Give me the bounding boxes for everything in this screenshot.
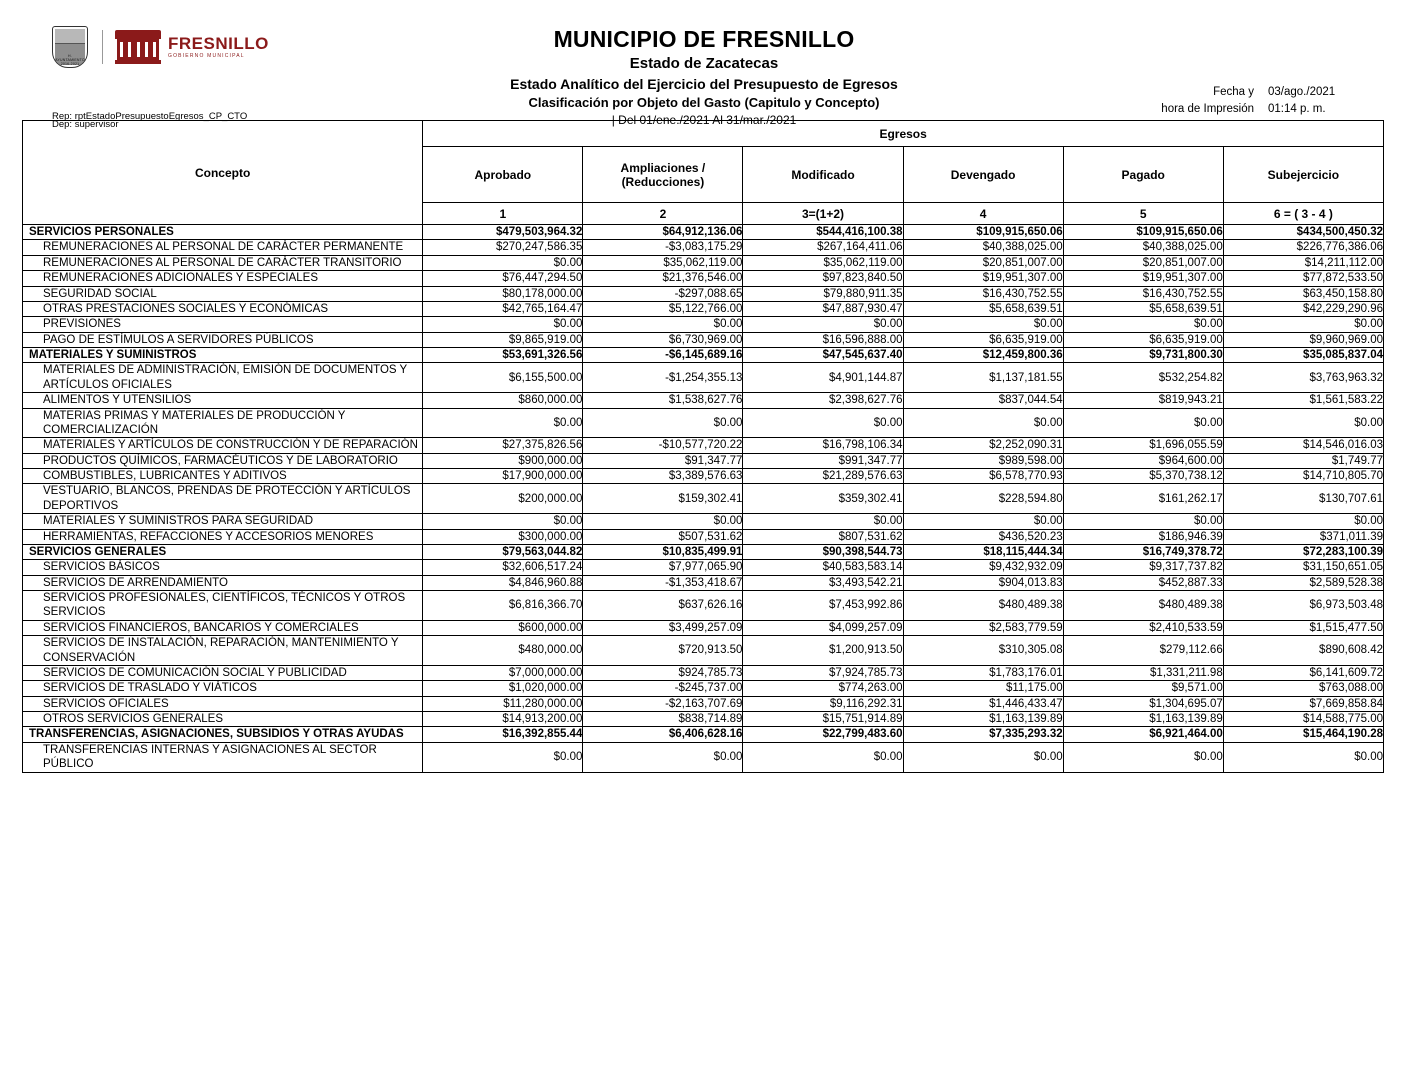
row-amount-col-6: $130,707.61 (1223, 484, 1383, 514)
row-concept-label: REMUNERACIONES AL PERSONAL DE CARÁCTER PERMANENTE (23, 240, 423, 255)
wordmark-sub: GOBIERNO MUNICIPAL (168, 53, 245, 59)
table-row (23, 317, 1384, 332)
row-amount-col-3: $2,398,627.76 (743, 393, 903, 408)
row-amount-col-2: $507,531.62 (583, 529, 743, 544)
table-row (23, 529, 1384, 544)
row-amount-col-6: $434,500,450.32 (1223, 225, 1383, 240)
row-amount-col-3: $40,583,583.14 (743, 560, 903, 575)
row-amount-col-5: $0.00 (1063, 514, 1223, 529)
row-concept-label: OTRAS PRESTACIONES SOCIALES Y ECONÓMICAS (23, 301, 423, 316)
row-amount-col-6: $15,464,190.28 (1223, 727, 1383, 742)
row-amount-col-4: $19,951,307.00 (903, 271, 1063, 286)
table-row (23, 363, 1384, 393)
row-amount-col-4: $1,137,181.55 (903, 363, 1063, 393)
row-amount-col-1: $79,563,044.82 (423, 544, 583, 559)
row-concept-label: MATERIALES Y ARTÍCULOS DE CONSTRUCCIÓN Y DE REPARACIÓN (23, 438, 423, 453)
table-row (23, 484, 1384, 514)
row-amount-col-4: $11,175.00 (903, 681, 1063, 696)
row-amount-col-2: $1,538,627.76 (583, 393, 743, 408)
row-amount-col-4: $904,013.83 (903, 575, 1063, 590)
table-row (23, 742, 1384, 772)
table-row (23, 514, 1384, 529)
row-amount-col-1: $6,816,366.70 (423, 591, 583, 621)
row-amount-col-5: $9,317,737.82 (1063, 560, 1223, 575)
row-amount-col-1: $16,392,855.44 (423, 727, 583, 742)
row-amount-col-3: $1,200,913.50 (743, 636, 903, 666)
row-amount-col-6: $1,749.77 (1223, 453, 1383, 468)
row-concept-label: SERVICIOS FINANCIEROS, BANCARIOS Y COMERCIALES (23, 620, 423, 635)
row-amount-col-4: $16,430,752.55 (903, 286, 1063, 301)
row-amount-col-5: $20,851,007.00 (1063, 255, 1223, 270)
table-row (23, 240, 1384, 255)
row-amount-col-4: $0.00 (903, 742, 1063, 772)
table-row (23, 636, 1384, 666)
row-amount-col-1: $42,765,164.47 (423, 301, 583, 316)
row-amount-col-3: $97,823,840.50 (743, 271, 903, 286)
table-row (23, 591, 1384, 621)
row-amount-col-2: $64,912,136.06 (583, 225, 743, 240)
row-amount-col-1: $270,247,586.35 (423, 240, 583, 255)
row-amount-col-6: $763,088.00 (1223, 681, 1383, 696)
classification-subtitle: Clasificación por Objeto del Gasto (Capitulo y Concepto) (528, 95, 880, 110)
row-amount-col-3: $16,596,888.00 (743, 332, 903, 347)
row-amount-col-5: $186,946.39 (1063, 529, 1223, 544)
column-header-pagado: Pagado (1063, 147, 1223, 203)
column-header-modificado: Modificado (743, 147, 903, 203)
municipal-shield-icon (52, 26, 88, 68)
row-amount-col-4: $0.00 (903, 317, 1063, 332)
row-amount-col-2: $5,122,766.00 (583, 301, 743, 316)
row-amount-col-2: -$3,083,175.29 (583, 240, 743, 255)
row-amount-col-1: $600,000.00 (423, 620, 583, 635)
row-amount-col-2: $720,913.50 (583, 636, 743, 666)
row-amount-col-5: $16,430,752.55 (1063, 286, 1223, 301)
row-amount-col-5: $0.00 (1063, 317, 1223, 332)
row-concept-label: SERVICIOS DE COMUNICACIÓN SOCIAL Y PUBLICIDAD (23, 665, 423, 680)
state-name: Estado de Zacatecas (629, 55, 779, 72)
row-amount-col-6: $226,776,386.06 (1223, 240, 1383, 255)
row-amount-col-6: $14,588,775.00 (1223, 712, 1383, 727)
date-value: 03/ago./2021 (1268, 86, 1336, 98)
row-amount-col-3: $7,453,992.86 (743, 591, 903, 621)
row-amount-col-2: $21,376,546.00 (583, 271, 743, 286)
report-code: Rep: rptEstadoPresupuestoEgresos_CP_CTO (52, 111, 248, 122)
row-amount-col-2: $838,714.89 (583, 712, 743, 727)
row-amount-col-1: $11,280,000.00 (423, 696, 583, 711)
budget-table (22, 120, 1384, 773)
row-amount-col-3: $79,880,911.35 (743, 286, 903, 301)
row-amount-col-6: $9,960,969.00 (1223, 332, 1383, 347)
row-amount-col-3: $0.00 (743, 742, 903, 772)
row-amount-col-4: $837,044.54 (903, 393, 1063, 408)
row-amount-col-4: $0.00 (903, 408, 1063, 438)
row-amount-col-6: $77,872,533.50 (1223, 271, 1383, 286)
column-number-6: 6 = ( 3 - 4 ) (1223, 203, 1383, 225)
row-amount-col-3: $16,798,106.34 (743, 438, 903, 453)
report-department: Dep: supervisor (52, 118, 119, 130)
row-amount-col-1: $480,000.00 (423, 636, 583, 666)
row-amount-col-4: $7,335,293.32 (903, 727, 1063, 742)
row-concept-label: COMBUSTIBLES, LUBRICANTES Y ADITIVOS (23, 469, 423, 484)
table-row (23, 575, 1384, 590)
row-amount-col-2: $0.00 (583, 408, 743, 438)
row-amount-col-4: $6,578,770.93 (903, 469, 1063, 484)
row-amount-col-3: $9,116,292.31 (743, 696, 903, 711)
logo-group (52, 26, 269, 68)
row-amount-col-5: $5,370,738.12 (1063, 469, 1223, 484)
row-amount-col-1: $0.00 (423, 742, 583, 772)
column-header-aprobado: Aprobado (423, 147, 583, 203)
table-row (23, 225, 1384, 240)
row-amount-col-5: $2,410,533.59 (1063, 620, 1223, 635)
row-amount-col-4: $1,163,139.89 (903, 712, 1063, 727)
column-header-ampliaciones: Ampliaciones / (Reducciones) (583, 147, 743, 203)
row-concept-label: TRANSFERENCIAS INTERNAS Y ASIGNACIONES AL SECTOR PÚBLICO (23, 742, 423, 772)
table-row (23, 438, 1384, 453)
row-amount-col-5: $9,571.00 (1063, 681, 1223, 696)
table-row (23, 348, 1384, 363)
column-number-1: 1 (423, 203, 583, 225)
row-amount-col-1: $479,503,964.32 (423, 225, 583, 240)
row-amount-col-4: $18,115,444.34 (903, 544, 1063, 559)
row-amount-col-3: $7,924,785.73 (743, 665, 903, 680)
row-amount-col-1: $1,020,000.00 (423, 681, 583, 696)
row-group-label: MATERIALES Y SUMINISTROS (23, 348, 423, 363)
row-amount-col-4: $12,459,800.36 (903, 348, 1063, 363)
row-amount-col-5: $9,731,800.30 (1063, 348, 1223, 363)
table-row (23, 332, 1384, 347)
column-number-4: 4 (903, 203, 1063, 225)
row-amount-col-2: $0.00 (583, 742, 743, 772)
row-amount-col-4: $0.00 (903, 514, 1063, 529)
row-amount-col-6: $0.00 (1223, 742, 1383, 772)
row-concept-label: SERVICIOS PROFESIONALES, CIENTÍFICOS, TÉCNICOS Y OTROS SERVICIOS (23, 591, 423, 621)
row-concept-label: MATERIALES DE ADMINISTRACIÓN, EMISIÓN DE DOCUMENTOS Y ARTÍCULOS OFICIALES (23, 363, 423, 393)
row-concept-label: PRODUCTOS QUÍMICOS, FARMACÉUTICOS Y DE LABORATORIO (23, 453, 423, 468)
row-amount-col-4: $6,635,919.00 (903, 332, 1063, 347)
row-concept-label: REMUNERACIONES AL PERSONAL DE CARÁCTER TRANSITORIO (23, 255, 423, 270)
table-row (23, 408, 1384, 438)
row-amount-col-5: $532,254.82 (1063, 363, 1223, 393)
row-amount-col-1: $14,913,200.00 (423, 712, 583, 727)
row-amount-col-4: $9,432,932.09 (903, 560, 1063, 575)
column-header-subejercicio: Subejercicio (1223, 147, 1383, 203)
row-amount-col-5: $1,331,211.98 (1063, 665, 1223, 680)
row-amount-col-5: $1,304,695.07 (1063, 696, 1223, 711)
row-amount-col-2: $3,499,257.09 (583, 620, 743, 635)
row-amount-col-3: $0.00 (743, 408, 903, 438)
row-amount-col-3: $15,751,914.89 (743, 712, 903, 727)
table-row (23, 727, 1384, 742)
row-concept-label: SEGURIDAD SOCIAL (23, 286, 423, 301)
row-concept-label: ALIMENTOS Y UTENSILIOS (23, 393, 423, 408)
row-concept-label: VESTUARIO, BLANCOS, PRENDAS DE PROTECCIÓN Y ARTÍCULOS DEPORTIVOS (23, 484, 423, 514)
row-amount-col-6: $3,763,963.32 (1223, 363, 1383, 393)
row-amount-col-1: $80,178,000.00 (423, 286, 583, 301)
row-concept-label: MATERIALES Y SUMINISTROS PARA SEGURIDAD (23, 514, 423, 529)
row-amount-col-6: $14,546,016.03 (1223, 438, 1383, 453)
row-amount-col-5: $6,635,919.00 (1063, 332, 1223, 347)
row-amount-col-6: $42,229,290.96 (1223, 301, 1383, 316)
row-amount-col-6: $6,973,503.48 (1223, 591, 1383, 621)
row-amount-col-4: $310,305.08 (903, 636, 1063, 666)
table-row (23, 271, 1384, 286)
row-amount-col-1: $27,375,826.56 (423, 438, 583, 453)
shield-caption: H. AYUNTAMIENTO 2016-2021 (55, 54, 85, 66)
document-title: Estado Analítico del Ejercicio del Presupuesto de Egresos (510, 76, 898, 92)
row-amount-col-1: $200,000.00 (423, 484, 583, 514)
fresnillo-logo (102, 30, 269, 64)
row-amount-col-2: $159,302.41 (583, 484, 743, 514)
column-group-egresos: Egresos (423, 121, 1384, 147)
row-amount-col-5: $19,951,307.00 (1063, 271, 1223, 286)
row-amount-col-2: -$1,353,418.67 (583, 575, 743, 590)
row-concept-label: REMUNERACIONES ADICIONALES Y ESPECIALES (23, 271, 423, 286)
row-concept-label: HERRAMIENTAS, REFACCIONES Y ACCESORIOS MENORES (23, 529, 423, 544)
row-amount-col-4: $109,915,650.06 (903, 225, 1063, 240)
report-header (0, 0, 1408, 130)
table-row (23, 301, 1384, 316)
column-number-2: 2 (583, 203, 743, 225)
row-amount-col-2: $6,730,969.00 (583, 332, 743, 347)
table-row (23, 544, 1384, 559)
row-amount-col-1: $0.00 (423, 514, 583, 529)
row-amount-col-5: $40,388,025.00 (1063, 240, 1223, 255)
date-label: Fecha y (1213, 86, 1254, 98)
row-amount-col-1: $300,000.00 (423, 529, 583, 544)
row-amount-col-2: $10,835,499.91 (583, 544, 743, 559)
row-amount-col-1: $32,606,517.24 (423, 560, 583, 575)
row-concept-label: SERVICIOS DE TRASLADO Y VIÁTICOS (23, 681, 423, 696)
row-amount-col-2: $637,626.16 (583, 591, 743, 621)
row-amount-col-5: $161,262.17 (1063, 484, 1223, 514)
row-concept-label: SERVICIOS DE ARRENDAMIENTO (23, 575, 423, 590)
row-amount-col-1: $76,447,294.50 (423, 271, 583, 286)
row-amount-col-1: $860,000.00 (423, 393, 583, 408)
row-amount-col-6: $35,085,837.04 (1223, 348, 1383, 363)
table-body (23, 225, 1384, 773)
row-amount-col-6: $0.00 (1223, 514, 1383, 529)
row-amount-col-5: $5,658,639.51 (1063, 301, 1223, 316)
row-amount-col-3: $22,799,483.60 (743, 727, 903, 742)
row-amount-col-3: $90,398,544.73 (743, 544, 903, 559)
table-row (23, 681, 1384, 696)
table-row (23, 620, 1384, 635)
row-amount-col-4: $20,851,007.00 (903, 255, 1063, 270)
row-amount-col-4: $5,658,639.51 (903, 301, 1063, 316)
row-amount-col-3: $544,416,100.38 (743, 225, 903, 240)
row-amount-col-3: $47,887,930.47 (743, 301, 903, 316)
row-amount-col-1: $4,846,960.88 (423, 575, 583, 590)
row-amount-col-5: $0.00 (1063, 742, 1223, 772)
building-icon (115, 30, 161, 64)
row-amount-col-5: $1,163,139.89 (1063, 712, 1223, 727)
table-row (23, 469, 1384, 484)
row-amount-col-3: $47,545,637.40 (743, 348, 903, 363)
row-amount-col-2: -$10,577,720.22 (583, 438, 743, 453)
row-amount-col-2: -$6,145,689.16 (583, 348, 743, 363)
row-amount-col-5: $964,600.00 (1063, 453, 1223, 468)
row-amount-col-4: $989,598.00 (903, 453, 1063, 468)
time-label: hora de Impresión (1161, 103, 1254, 115)
row-amount-col-2: $7,977,065.90 (583, 560, 743, 575)
row-concept-label: PAGO DE ESTÍMULOS A SERVIDORES PÚBLICOS (23, 332, 423, 347)
row-amount-col-2: -$297,088.65 (583, 286, 743, 301)
period-range: | Del 01/ene./2021 Al 31/mar./2021 (611, 113, 797, 127)
row-amount-col-5: $16,749,378.72 (1063, 544, 1223, 559)
wordmark (168, 35, 269, 59)
row-amount-col-1: $9,865,919.00 (423, 332, 583, 347)
column-header-concepto: Concepto (23, 121, 423, 225)
column-number-3: 3=(1+2) (743, 203, 903, 225)
row-amount-col-3: $3,493,542.21 (743, 575, 903, 590)
column-header-devengado: Devengado (903, 147, 1063, 203)
row-amount-col-6: $63,450,158.80 (1223, 286, 1383, 301)
row-amount-col-6: $14,710,805.70 (1223, 469, 1383, 484)
row-amount-col-2: -$2,163,707.69 (583, 696, 743, 711)
row-amount-col-2: $924,785.73 (583, 665, 743, 680)
row-amount-col-3: $991,347.77 (743, 453, 903, 468)
row-amount-col-5: $1,696,055.59 (1063, 438, 1223, 453)
table-row (23, 393, 1384, 408)
row-amount-col-5: $109,915,650.06 (1063, 225, 1223, 240)
row-amount-col-6: $371,011.39 (1223, 529, 1383, 544)
row-amount-col-1: $900,000.00 (423, 453, 583, 468)
row-group-label: SERVICIOS PERSONALES (23, 225, 423, 240)
table-row (23, 255, 1384, 270)
row-amount-col-6: $0.00 (1223, 317, 1383, 332)
row-amount-col-6: $72,283,100.39 (1223, 544, 1383, 559)
row-concept-label: SERVICIOS OFICIALES (23, 696, 423, 711)
print-meta (1084, 86, 1384, 120)
row-amount-col-6: $0.00 (1223, 408, 1383, 438)
table-row (23, 665, 1384, 680)
report-identifier (52, 112, 247, 130)
row-amount-col-2: $6,406,628.16 (583, 727, 743, 742)
row-concept-label: OTROS SERVICIOS GENERALES (23, 712, 423, 727)
row-amount-col-4: $228,594.80 (903, 484, 1063, 514)
row-amount-col-3: $0.00 (743, 514, 903, 529)
time-value: 01:14 p. m. (1268, 103, 1326, 115)
table-row (23, 286, 1384, 301)
row-group-label: TRANSFERENCIAS, ASIGNACIONES, SUBSIDIOS Y OTRAS AYUDAS (23, 727, 423, 742)
row-amount-col-4: $436,520.23 (903, 529, 1063, 544)
row-amount-col-4: $40,388,025.00 (903, 240, 1063, 255)
row-amount-col-3: $267,164,411.06 (743, 240, 903, 255)
row-amount-col-3: $21,289,576.63 (743, 469, 903, 484)
row-amount-col-2: $0.00 (583, 317, 743, 332)
row-amount-col-6: $31,150,651.05 (1223, 560, 1383, 575)
row-amount-col-2: $35,062,119.00 (583, 255, 743, 270)
page-title: MUNICIPIO DE FRESNILLO (553, 26, 855, 52)
row-amount-col-2: $0.00 (583, 514, 743, 529)
table-row (23, 712, 1384, 727)
row-concept-label: SERVICIOS BÁSICOS (23, 560, 423, 575)
row-amount-col-6: $1,515,477.50 (1223, 620, 1383, 635)
wordmark-main: FRESNILLO (168, 34, 269, 53)
row-amount-col-5: $0.00 (1063, 408, 1223, 438)
column-number-5: 5 (1063, 203, 1223, 225)
row-group-label: SERVICIOS GENERALES (23, 544, 423, 559)
row-amount-col-2: -$245,737.00 (583, 681, 743, 696)
row-amount-col-2: $91,347.77 (583, 453, 743, 468)
row-amount-col-6: $6,141,609.72 (1223, 665, 1383, 680)
row-amount-col-6: $2,589,528.38 (1223, 575, 1383, 590)
row-amount-col-1: $7,000,000.00 (423, 665, 583, 680)
table-row (23, 453, 1384, 468)
row-amount-col-6: $7,669,858.84 (1223, 696, 1383, 711)
row-amount-col-4: $1,783,176.01 (903, 665, 1063, 680)
table-row (23, 696, 1384, 711)
row-amount-col-3: $359,302.41 (743, 484, 903, 514)
row-amount-col-1: $0.00 (423, 408, 583, 438)
row-amount-col-1: $0.00 (423, 255, 583, 270)
table-row (23, 560, 1384, 575)
row-concept-label: SERVICIOS DE INSTALACIÓN, REPARACIÓN, MANTENIMIENTO Y CONSERVACIÓN (23, 636, 423, 666)
row-amount-col-1: $17,900,000.00 (423, 469, 583, 484)
row-amount-col-6: $890,608.42 (1223, 636, 1383, 666)
row-concept-label: PREVISIONES (23, 317, 423, 332)
row-amount-col-2: -$1,254,355.13 (583, 363, 743, 393)
row-amount-col-1: $53,691,326.56 (423, 348, 583, 363)
row-amount-col-3: $774,263.00 (743, 681, 903, 696)
row-concept-label: MATERIAS PRIMAS Y MATERIALES DE PRODUCCIÓN Y COMERCIALIZACIÓN (23, 408, 423, 438)
row-amount-col-4: $1,446,433.47 (903, 696, 1063, 711)
row-amount-col-5: $480,489.38 (1063, 591, 1223, 621)
row-amount-col-3: $35,062,119.00 (743, 255, 903, 270)
row-amount-col-2: $3,389,576.63 (583, 469, 743, 484)
row-amount-col-5: $6,921,464.00 (1063, 727, 1223, 742)
row-amount-col-1: $6,155,500.00 (423, 363, 583, 393)
row-amount-col-4: $2,252,090.31 (903, 438, 1063, 453)
row-amount-col-3: $0.00 (743, 317, 903, 332)
row-amount-col-3: $807,531.62 (743, 529, 903, 544)
row-amount-col-3: $4,099,257.09 (743, 620, 903, 635)
row-amount-col-4: $2,583,779.59 (903, 620, 1063, 635)
row-amount-col-5: $452,887.33 (1063, 575, 1223, 590)
row-amount-col-6: $1,561,583.22 (1223, 393, 1383, 408)
row-amount-col-1: $0.00 (423, 317, 583, 332)
row-amount-col-4: $480,489.38 (903, 591, 1063, 621)
row-amount-col-5: $279,112.66 (1063, 636, 1223, 666)
row-amount-col-3: $4,901,144.87 (743, 363, 903, 393)
row-amount-col-6: $14,211,112.00 (1223, 255, 1383, 270)
row-amount-col-5: $819,943.21 (1063, 393, 1223, 408)
